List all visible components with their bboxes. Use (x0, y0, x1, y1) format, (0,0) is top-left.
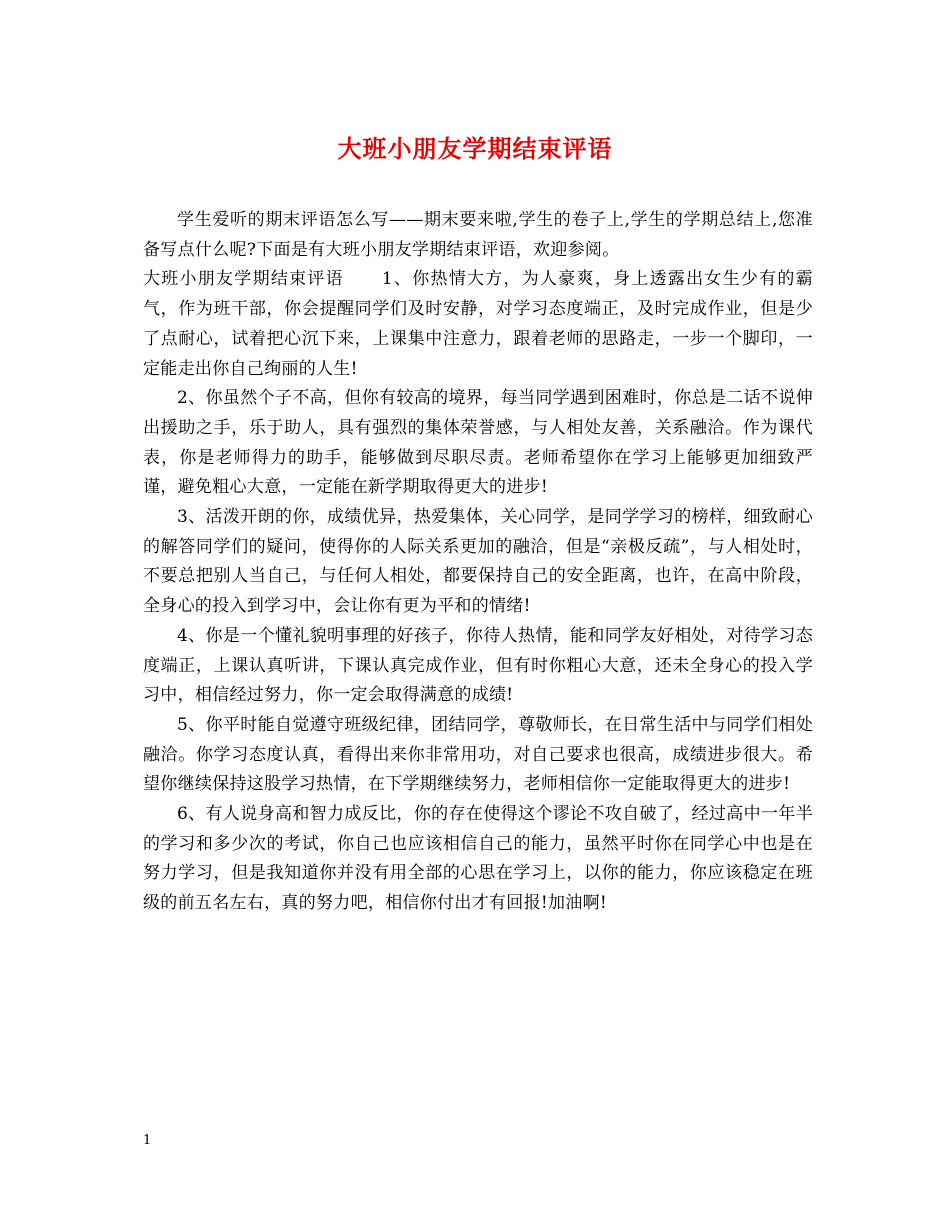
document-body (143, 206, 813, 919)
comment-paragraph-3: 3、活泼开朗的你，成绩优异，热爱集体，关心同学，是同学学习的榜样，细致耐心的解答同学们的疑问，使得你的人际关系更加的融洽，但是“亲极反疏”，与人相处时，不要总把别人当自己，与任何人相处，都要保持自己的安全距离，也许，在高中阶段，全身心的投入到学习中，会让你有更为平和的情绪! (143, 507, 813, 617)
page-title: 大班小朋友学期结束评语 (337, 134, 613, 163)
intro-paragraph: 学生爱听的期末评语怎么写——期末要来啦,学生的卷子上,学生的学期总结上,您准备写点什么呢?下面是有大班小朋友学期结束评语，欢迎参阅。 (143, 210, 813, 260)
section-label: 大班小朋友学期结束评语 (143, 269, 344, 290)
comment-paragraph-5: 5、你平时能自觉遵守班级纪律，团结同学，尊敬师长，在日常生活中与同学们相处融洽。你学习态度认真，看得出来你非常用功，对自己要求也很高，成绩进步很大。希望你继续保持这股学习热情，在下学期继续努力，老师相信你一定能取得更大的进步! (143, 714, 813, 795)
comment-paragraph-1 (143, 265, 813, 384)
comment-paragraph-2: 2、你虽然个子不高，但你有较高的境界，每当同学遇到困难时，你总是二话不说伸出援助之手，乐于助人，具有强烈的集体荣誉感，与人相处友善，关系融洽。作为课代表，你是老师得力的助手，能够做到尽职尽责。老师希望你在学习上能够更加细致严谨，避免粗心大意，一定能在新学期取得更大的进步! (143, 388, 813, 498)
comment-paragraph-6: 6、有人说身高和智力成反比，你的存在使得这个谬论不攻自破了，经过高中一年半的学习和多少次的考试，你自己也应该相信自己的能力，虽然平时你在同学心中也是在努力学习，但是我知道你并没有用全部的心思在学习上，以你的能力，你应该稳定在班级的前五名左右，真的努力吧，相信你付出才有回报!加油啊! (143, 804, 813, 914)
comment-paragraph-4: 4、你是一个懂礼貌明事理的好孩子，你待人热情，能和同学友好相处，对待学习态度端正，上课认真听讲，下课认真完成作业，但有时你粗心大意，还未全身心的投入学习中，相信经过努力，你一定会取得满意的成绩! (143, 625, 813, 706)
comment-text-1: 1、你热情大方，为人豪爽，身上透露出女生少有的霸气，作为班干部，你会提醒同学们及时安静，对学习态度端正，及时完成作业，但是少了点耐心，试着把心沉下来，上课集中注意力，跟着老师的思路走，一步一个脚印，一定能走出你自己绚丽的人生! (143, 269, 813, 379)
page-number: 1 (143, 1133, 152, 1148)
